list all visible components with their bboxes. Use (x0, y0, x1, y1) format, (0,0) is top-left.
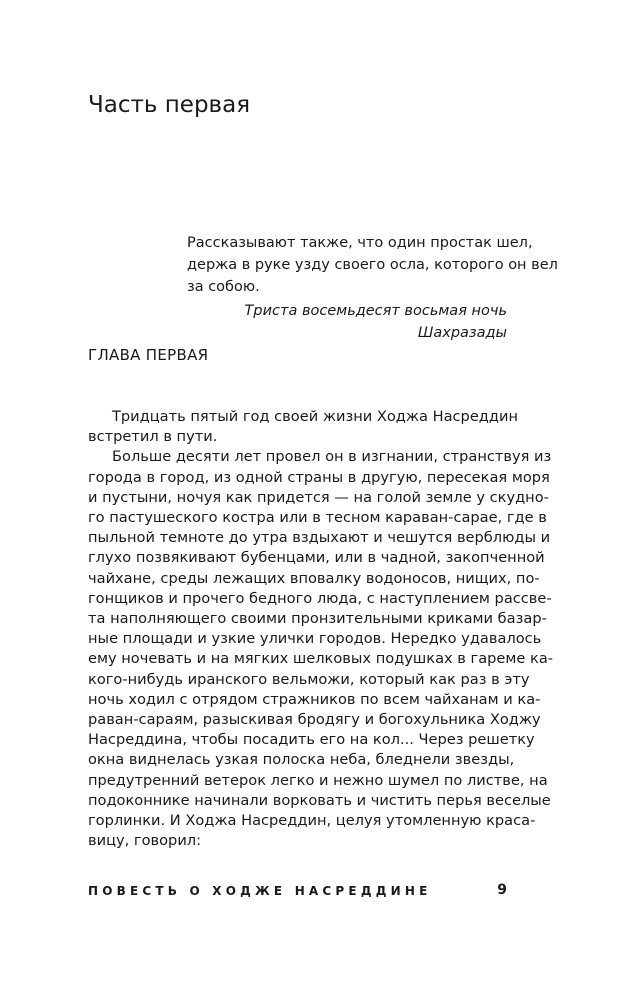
body-line: Больше десяти лет провел он в изгнании, странствуя из (112, 448, 552, 466)
body-line: вицу, говорил: (88, 832, 202, 850)
epigraph-line: за собою. (187, 279, 260, 295)
body-line: пыльной темноте до утра вздыхают и чешутся верблюды и (88, 529, 551, 547)
body-line: Насреддина, чтобы посадить его на кол... Через решетку (88, 731, 535, 749)
body-text (88, 407, 554, 851)
body-line: глухо позвякивают бубенцами, или в чадной, закопченной (88, 549, 545, 567)
body-line: окна виднелась узкая полоска неба, бледнели звезды, (88, 751, 515, 769)
body-line: кого-нибудь иранского вельможи, который как раз в эту (88, 670, 530, 688)
body-line: города в город, из одной страны в другую, пересекая моря (88, 468, 550, 486)
part-title: Часть первая (88, 92, 251, 118)
body-line: подоконнике начинали ворковать и чистить перья веселые (88, 791, 551, 809)
epigraph (187, 232, 558, 344)
body-line: ему ночевать и на мягких шелковых подушках в гареме ка- (88, 650, 554, 668)
chapter-title: ГЛАВА ПЕРВАЯ (88, 346, 209, 364)
body-line: чайхане, среды лежащих вповалку водоносов, нищих, по- (88, 569, 540, 587)
body-line: предутренний ветерок легко и нежно шумел по листве, на (88, 771, 548, 789)
body-line: го пастушеского костра или в тесном караван-сарае, где в (88, 509, 547, 527)
body-line: горлинки. И Ходжа Насреддин, целуя утомленную краса- (88, 812, 536, 830)
body-line: встретил в пути. (88, 428, 218, 446)
epigraph-source: Триста восемьдесят восьмая ночь Шахразады (244, 303, 507, 341)
body-line: ночь ходил с отрядом стражников по всем чайханам и ка- (88, 690, 541, 708)
running-title: ПОВЕСТЬ О ХОДЖЕ НАСРЕДДИНЕ (88, 884, 432, 898)
page-number: 9 (497, 882, 507, 898)
body-line: и пустыни, ночуя как придется — на голой земле у скудно- (88, 488, 549, 506)
page-footer (88, 884, 507, 898)
body-line: гонщиков и прочего бедного люда, с наступлением рассве- (88, 589, 552, 607)
epigraph-line: Рассказывают также, что один простак шел, (187, 235, 533, 251)
epigraph-line: держа в руке узду своего осла, которого он вел (187, 257, 558, 273)
body-line: Тридцать пятый год своей жизни Ходжа Насреддин (112, 408, 519, 425)
body-line: ные площади и узкие улички городов. Нередко удавалось (88, 630, 542, 648)
body-line: раван-сараям, разыскивая бродягу и богохульника Ходжу (88, 711, 541, 729)
body-line: та наполняющего своими пронзительными криками базар- (88, 610, 547, 628)
